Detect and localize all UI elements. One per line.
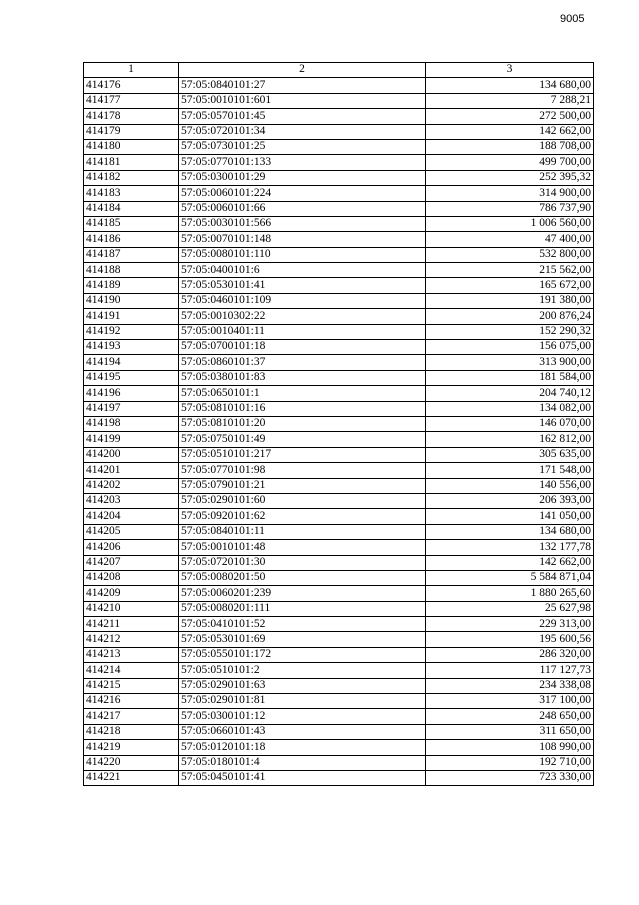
cell-cadastral-number: 57:05:0840101:11 bbox=[179, 524, 426, 539]
table-row bbox=[84, 740, 594, 755]
cell-cadastral-number: 57:05:0290101:81 bbox=[179, 694, 426, 709]
cell-value: 286 320,00 bbox=[426, 647, 594, 662]
cell-value: 134 680,00 bbox=[426, 78, 594, 93]
cell-record-number: 414176 bbox=[84, 78, 179, 93]
table-row bbox=[84, 78, 594, 93]
cell-record-number: 414185 bbox=[84, 216, 179, 231]
cell-record-number: 414207 bbox=[84, 555, 179, 570]
table-row bbox=[84, 139, 594, 154]
table-row bbox=[84, 617, 594, 632]
table-row bbox=[84, 355, 594, 370]
cell-value: 171 548,00 bbox=[426, 463, 594, 478]
cell-cadastral-number: 57:05:0720101:30 bbox=[179, 555, 426, 570]
cell-record-number: 414211 bbox=[84, 617, 179, 632]
cell-cadastral-number: 57:05:0770101:98 bbox=[179, 463, 426, 478]
cell-cadastral-number: 57:05:0410101:52 bbox=[179, 617, 426, 632]
cell-record-number: 414213 bbox=[84, 647, 179, 662]
cell-record-number: 414190 bbox=[84, 293, 179, 308]
table-row bbox=[84, 663, 594, 678]
cell-value: 146 070,00 bbox=[426, 416, 594, 431]
cell-record-number: 414197 bbox=[84, 401, 179, 416]
cell-record-number: 414217 bbox=[84, 709, 179, 724]
cell-record-number: 414218 bbox=[84, 724, 179, 739]
cell-cadastral-number: 57:05:0070101:148 bbox=[179, 232, 426, 247]
table-row bbox=[84, 709, 594, 724]
table-row bbox=[84, 447, 594, 462]
table-row bbox=[84, 694, 594, 709]
table-row bbox=[84, 340, 594, 355]
cell-record-number: 414194 bbox=[84, 355, 179, 370]
cell-record-number: 414186 bbox=[84, 232, 179, 247]
cell-record-number: 414199 bbox=[84, 432, 179, 447]
table-row bbox=[84, 555, 594, 570]
table-row bbox=[84, 524, 594, 539]
cell-cadastral-number: 57:05:0790101:21 bbox=[179, 478, 426, 493]
table-row bbox=[84, 678, 594, 693]
cell-cadastral-number: 57:05:0770101:133 bbox=[179, 155, 426, 170]
table-row bbox=[84, 170, 594, 185]
cell-cadastral-number: 57:05:0860101:37 bbox=[179, 355, 426, 370]
table-row bbox=[84, 647, 594, 662]
cell-cadastral-number: 57:05:0300101:29 bbox=[179, 170, 426, 185]
cell-value: 25 627,98 bbox=[426, 601, 594, 616]
cell-record-number: 414198 bbox=[84, 416, 179, 431]
cell-value: 200 876,24 bbox=[426, 309, 594, 324]
cell-cadastral-number: 57:05:0030101:566 bbox=[179, 216, 426, 231]
cell-value: 117 127,73 bbox=[426, 663, 594, 678]
table-row bbox=[84, 386, 594, 401]
cell-value: 134 680,00 bbox=[426, 524, 594, 539]
cell-value: 206 393,00 bbox=[426, 493, 594, 508]
cell-cadastral-number: 57:05:0650101:1 bbox=[179, 386, 426, 401]
cell-record-number: 414215 bbox=[84, 678, 179, 693]
registry-table bbox=[83, 62, 594, 786]
cell-record-number: 414192 bbox=[84, 324, 179, 339]
table-row bbox=[84, 570, 594, 585]
table-row bbox=[84, 155, 594, 170]
table-row bbox=[84, 216, 594, 231]
cell-value: 195 600,56 bbox=[426, 632, 594, 647]
table-row bbox=[84, 601, 594, 616]
cell-value: 142 662,00 bbox=[426, 124, 594, 139]
page-number: 9005 bbox=[560, 13, 585, 25]
cell-record-number: 414196 bbox=[84, 386, 179, 401]
cell-cadastral-number: 57:05:0700101:18 bbox=[179, 340, 426, 355]
cell-value: 142 662,00 bbox=[426, 555, 594, 570]
table-row bbox=[84, 324, 594, 339]
cell-cadastral-number: 57:05:0720101:34 bbox=[179, 124, 426, 139]
table-row bbox=[84, 478, 594, 493]
cell-record-number: 414195 bbox=[84, 370, 179, 385]
cell-record-number: 414189 bbox=[84, 278, 179, 293]
cell-cadastral-number: 57:05:0750101:49 bbox=[179, 432, 426, 447]
cell-cadastral-number: 57:05:0510101:217 bbox=[179, 447, 426, 462]
cell-value: 140 556,00 bbox=[426, 478, 594, 493]
cell-value: 152 290,32 bbox=[426, 324, 594, 339]
table-row bbox=[84, 463, 594, 478]
cell-record-number: 414208 bbox=[84, 570, 179, 585]
cell-record-number: 414203 bbox=[84, 493, 179, 508]
cell-value: 248 650,00 bbox=[426, 709, 594, 724]
cell-value: 188 708,00 bbox=[426, 139, 594, 154]
cell-cadastral-number: 57:05:0290101:63 bbox=[179, 678, 426, 693]
cell-cadastral-number: 57:05:0550101:172 bbox=[179, 647, 426, 662]
cell-cadastral-number: 57:05:0730101:25 bbox=[179, 139, 426, 154]
table-row bbox=[84, 632, 594, 647]
table-row bbox=[84, 186, 594, 201]
table-row bbox=[84, 724, 594, 739]
column-header-3: 3 bbox=[426, 63, 594, 78]
cell-value: 305 635,00 bbox=[426, 447, 594, 462]
cell-cadastral-number: 57:05:0380101:83 bbox=[179, 370, 426, 385]
table-body bbox=[84, 78, 594, 786]
table-row bbox=[84, 247, 594, 262]
cell-cadastral-number: 57:05:0510101:2 bbox=[179, 663, 426, 678]
column-header-1: 1 bbox=[84, 63, 179, 78]
table-header bbox=[84, 63, 594, 78]
table-row bbox=[84, 493, 594, 508]
cell-record-number: 414202 bbox=[84, 478, 179, 493]
cell-value: 192 710,00 bbox=[426, 755, 594, 770]
cell-value: 313 900,00 bbox=[426, 355, 594, 370]
table-row bbox=[84, 124, 594, 139]
table-row bbox=[84, 232, 594, 247]
table-row bbox=[84, 293, 594, 308]
table-row bbox=[84, 370, 594, 385]
cell-cadastral-number: 57:05:0120101:18 bbox=[179, 740, 426, 755]
cell-record-number: 414201 bbox=[84, 463, 179, 478]
cell-value: 252 395,32 bbox=[426, 170, 594, 185]
cell-value: 5 584 871,04 bbox=[426, 570, 594, 585]
cell-cadastral-number: 57:05:0460101:109 bbox=[179, 293, 426, 308]
cell-value: 132 177,78 bbox=[426, 540, 594, 555]
cell-record-number: 414179 bbox=[84, 124, 179, 139]
cell-cadastral-number: 57:05:0530101:69 bbox=[179, 632, 426, 647]
cell-value: 7 288,21 bbox=[426, 93, 594, 108]
cell-record-number: 414219 bbox=[84, 740, 179, 755]
cell-cadastral-number: 57:05:0660101:43 bbox=[179, 724, 426, 739]
cell-value: 234 338,08 bbox=[426, 678, 594, 693]
cell-record-number: 414205 bbox=[84, 524, 179, 539]
cell-record-number: 414216 bbox=[84, 694, 179, 709]
cell-record-number: 414191 bbox=[84, 309, 179, 324]
cell-value: 165 672,00 bbox=[426, 278, 594, 293]
cell-cadastral-number: 57:05:0840101:27 bbox=[179, 78, 426, 93]
cell-value: 141 050,00 bbox=[426, 509, 594, 524]
cell-cadastral-number: 57:05:0010401:11 bbox=[179, 324, 426, 339]
cell-record-number: 414193 bbox=[84, 340, 179, 355]
cell-record-number: 414180 bbox=[84, 139, 179, 154]
cell-cadastral-number: 57:05:0570101:45 bbox=[179, 109, 426, 124]
cell-record-number: 414187 bbox=[84, 247, 179, 262]
cell-cadastral-number: 57:05:0080101:110 bbox=[179, 247, 426, 262]
cell-value: 181 584,00 bbox=[426, 370, 594, 385]
cell-record-number: 414181 bbox=[84, 155, 179, 170]
cell-record-number: 414200 bbox=[84, 447, 179, 462]
cell-record-number: 414220 bbox=[84, 755, 179, 770]
cell-value: 134 082,00 bbox=[426, 401, 594, 416]
cell-value: 1 880 265,60 bbox=[426, 586, 594, 601]
table-row bbox=[84, 540, 594, 555]
cell-value: 272 500,00 bbox=[426, 109, 594, 124]
cell-value: 156 075,00 bbox=[426, 340, 594, 355]
cell-cadastral-number: 57:05:0450101:41 bbox=[179, 770, 426, 785]
table-row bbox=[84, 432, 594, 447]
cell-record-number: 414206 bbox=[84, 540, 179, 555]
cell-record-number: 414178 bbox=[84, 109, 179, 124]
cell-cadastral-number: 57:05:0080201:111 bbox=[179, 601, 426, 616]
cell-value: 215 562,00 bbox=[426, 263, 594, 278]
cell-cadastral-number: 57:05:0010101:48 bbox=[179, 540, 426, 555]
cell-value: 317 100,00 bbox=[426, 694, 594, 709]
cell-cadastral-number: 57:05:0810101:16 bbox=[179, 401, 426, 416]
table-row bbox=[84, 755, 594, 770]
cell-record-number: 414214 bbox=[84, 663, 179, 678]
cell-cadastral-number: 57:05:0300101:12 bbox=[179, 709, 426, 724]
cell-record-number: 414210 bbox=[84, 601, 179, 616]
cell-record-number: 414221 bbox=[84, 770, 179, 785]
table-row bbox=[84, 278, 594, 293]
cell-value: 47 400,00 bbox=[426, 232, 594, 247]
table-row bbox=[84, 93, 594, 108]
cell-value: 723 330,00 bbox=[426, 770, 594, 785]
table-row bbox=[84, 401, 594, 416]
cell-value: 311 650,00 bbox=[426, 724, 594, 739]
table-row bbox=[84, 109, 594, 124]
cell-record-number: 414182 bbox=[84, 170, 179, 185]
cell-record-number: 414188 bbox=[84, 263, 179, 278]
table-row bbox=[84, 770, 594, 785]
cell-value: 204 740,12 bbox=[426, 386, 594, 401]
column-header-2: 2 bbox=[179, 63, 426, 78]
cell-value: 229 313,00 bbox=[426, 617, 594, 632]
cell-cadastral-number: 57:05:0920101:62 bbox=[179, 509, 426, 524]
cell-value: 786 737,90 bbox=[426, 201, 594, 216]
cell-record-number: 414177 bbox=[84, 93, 179, 108]
cell-value: 162 812,00 bbox=[426, 432, 594, 447]
cell-record-number: 414204 bbox=[84, 509, 179, 524]
cell-record-number: 414212 bbox=[84, 632, 179, 647]
table-row bbox=[84, 309, 594, 324]
cell-cadastral-number: 57:05:0180101:4 bbox=[179, 755, 426, 770]
cell-record-number: 414184 bbox=[84, 201, 179, 216]
cell-cadastral-number: 57:05:0010302:22 bbox=[179, 309, 426, 324]
cell-value: 1 006 560,00 bbox=[426, 216, 594, 231]
cell-value: 314 900,00 bbox=[426, 186, 594, 201]
cell-cadastral-number: 57:05:0060201:239 bbox=[179, 586, 426, 601]
header-row bbox=[84, 63, 594, 78]
cell-value: 191 380,00 bbox=[426, 293, 594, 308]
table-row bbox=[84, 263, 594, 278]
cell-record-number: 414183 bbox=[84, 186, 179, 201]
cell-cadastral-number: 57:05:0400101:6 bbox=[179, 263, 426, 278]
cell-cadastral-number: 57:05:0060101:66 bbox=[179, 201, 426, 216]
cell-value: 499 700,00 bbox=[426, 155, 594, 170]
cell-value: 108 990,00 bbox=[426, 740, 594, 755]
table-row bbox=[84, 416, 594, 431]
cell-cadastral-number: 57:05:0290101:60 bbox=[179, 493, 426, 508]
cell-cadastral-number: 57:05:0530101:41 bbox=[179, 278, 426, 293]
cell-record-number: 414209 bbox=[84, 586, 179, 601]
cell-cadastral-number: 57:05:0810101:20 bbox=[179, 416, 426, 431]
cell-cadastral-number: 57:05:0060101:224 bbox=[179, 186, 426, 201]
cell-cadastral-number: 57:05:0080201:50 bbox=[179, 570, 426, 585]
table-row bbox=[84, 586, 594, 601]
cell-value: 532 800,00 bbox=[426, 247, 594, 262]
table-row bbox=[84, 201, 594, 216]
cell-cadastral-number: 57:05:0010101:601 bbox=[179, 93, 426, 108]
table-row bbox=[84, 509, 594, 524]
